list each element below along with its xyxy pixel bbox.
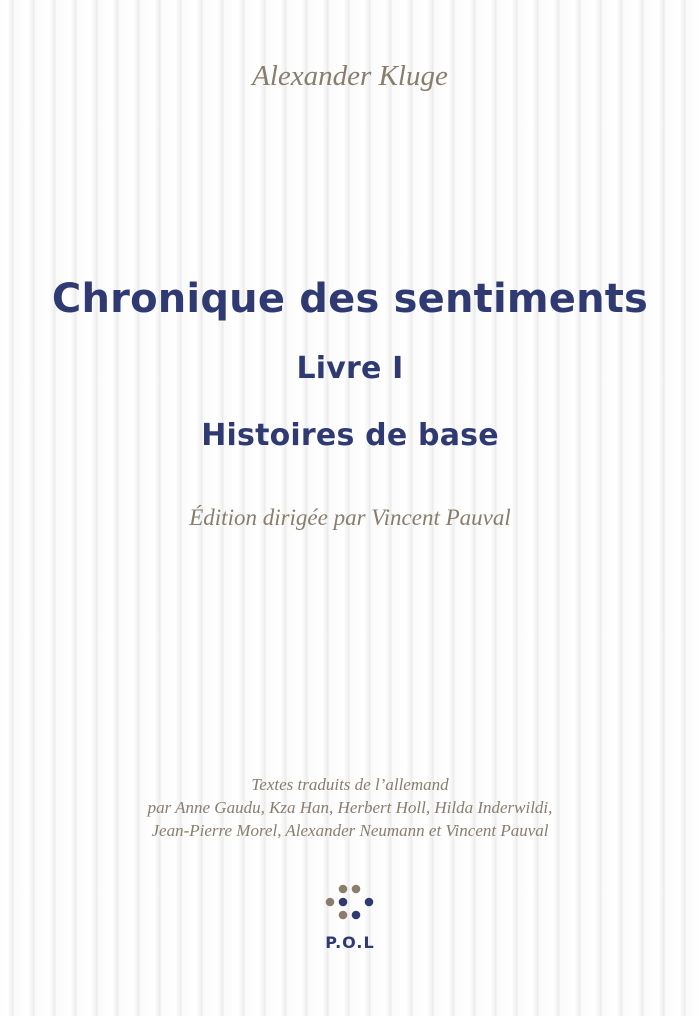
book-subtitle: Histoires de base — [201, 418, 499, 453]
book-title: Chronique des sentiments — [51, 276, 649, 322]
publisher-name: P.O.L — [325, 933, 375, 952]
editor-credit: Édition dirigée par Vincent Pauval — [189, 505, 511, 530]
translators-credit — [0, 773, 700, 842]
translators-line: Textes traduits de l’allemand — [251, 775, 449, 794]
author-name: Alexander Kluge — [252, 60, 448, 92]
book-volume: Livre I — [296, 351, 404, 386]
pol-dots-logo-icon-graphic — [320, 880, 380, 930]
translators-line: par Anne Gaudu, Kza Han, Herbert Holl, Hilda Inderwildi, — [147, 798, 553, 817]
translators-line: Jean-Pierre Morel, Alexander Neumann et Vincent Pauval — [151, 821, 549, 840]
